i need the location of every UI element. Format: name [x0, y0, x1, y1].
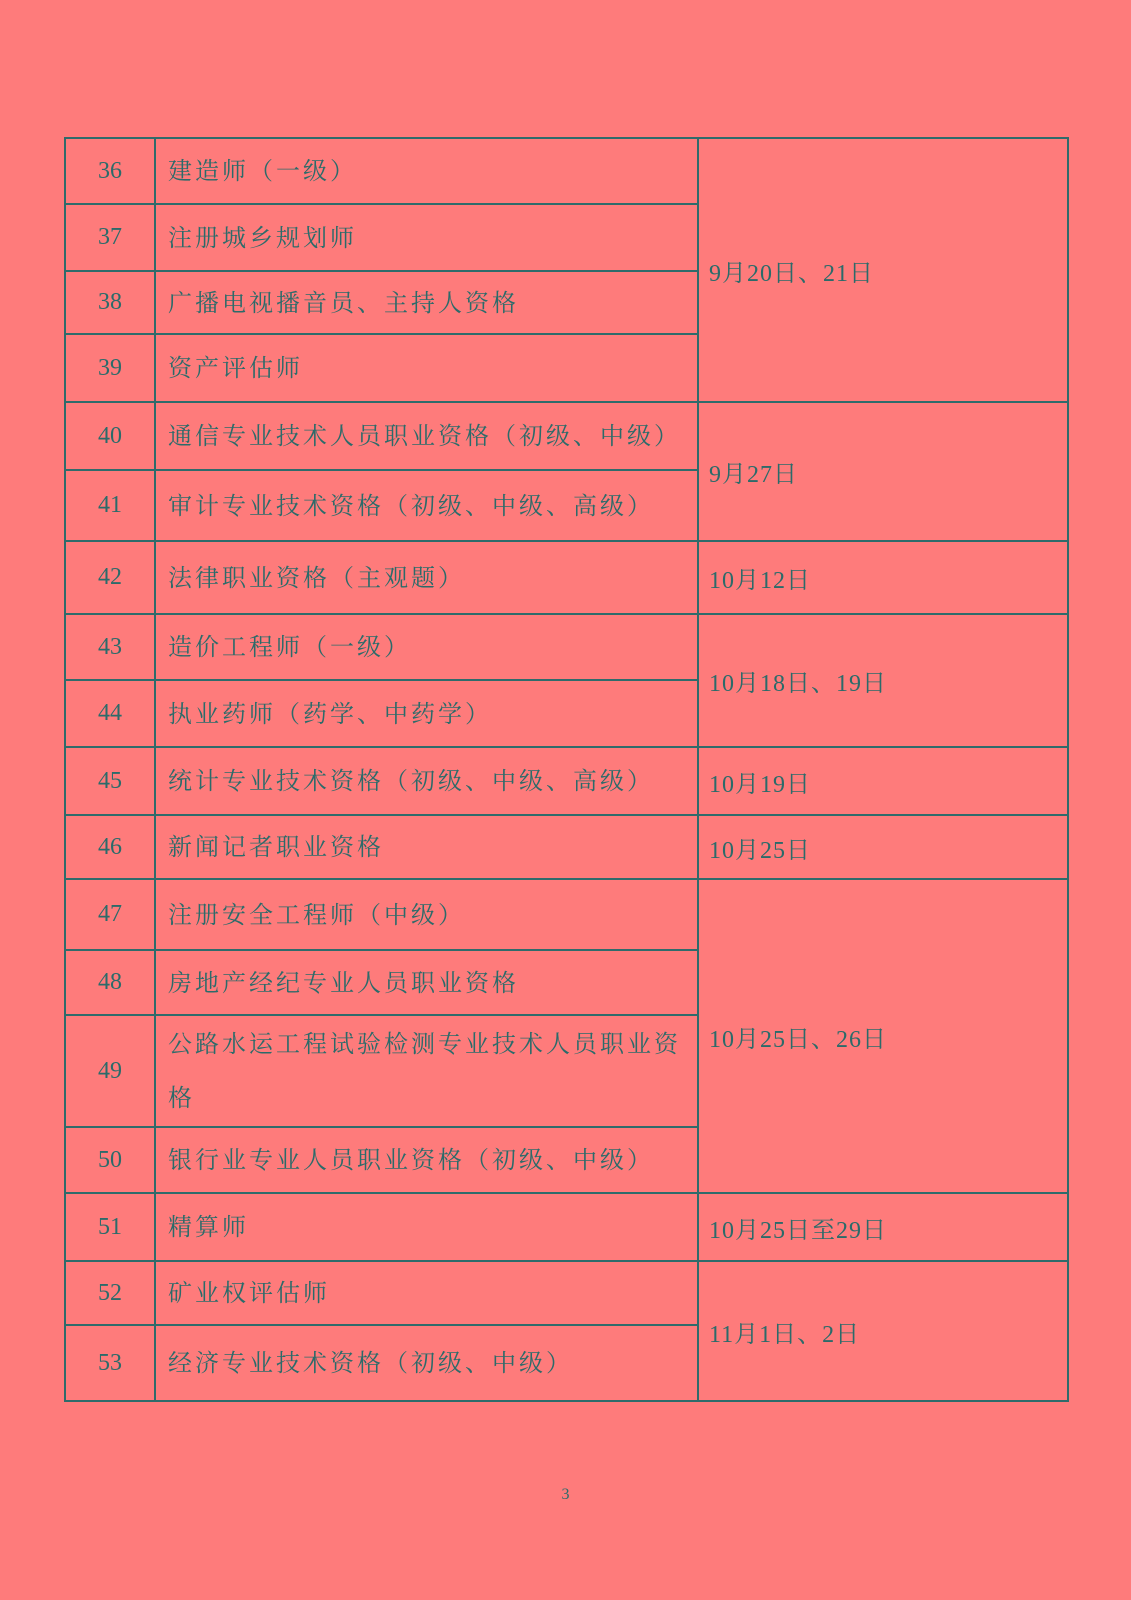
table-row	[65, 614, 1068, 680]
row-number: 46	[65, 815, 155, 879]
page-number: 3	[561, 1486, 570, 1503]
exam-name: 广播电视播音员、主持人资格	[155, 271, 698, 334]
row-number: 49	[65, 1015, 155, 1127]
row-number: 50	[65, 1127, 155, 1193]
row-number: 43	[65, 614, 155, 680]
row-number: 41	[65, 470, 155, 541]
table-row	[65, 402, 1068, 470]
row-number: 51	[65, 1193, 155, 1261]
exam-name: 房地产经纪专业人员职业资格	[155, 950, 698, 1015]
row-number: 42	[65, 541, 155, 614]
exam-date: 10月18日、19日	[698, 614, 1068, 747]
exam-name: 建造师（一级）	[155, 138, 698, 204]
exam-name: 统计专业技术资格（初级、中级、高级）	[155, 747, 698, 815]
exam-date: 9月20日、21日	[698, 138, 1068, 402]
exam-date: 11月1日、2日	[698, 1261, 1068, 1401]
exam-name: 银行业专业人员职业资格（初级、中级）	[155, 1127, 698, 1193]
exam-name: 注册安全工程师（中级）	[155, 879, 698, 950]
row-number: 48	[65, 950, 155, 1015]
row-number: 37	[65, 204, 155, 271]
table-row	[65, 541, 1068, 614]
row-number: 52	[65, 1261, 155, 1325]
table-row	[65, 747, 1068, 815]
exam-name: 法律职业资格（主观题）	[155, 541, 698, 614]
row-number: 38	[65, 271, 155, 334]
exam-date: 10月25日至29日	[698, 1193, 1068, 1261]
exam-schedule-table	[64, 137, 1069, 1402]
exam-name: 精算师	[155, 1193, 698, 1261]
row-number: 44	[65, 680, 155, 747]
row-number: 36	[65, 138, 155, 204]
row-number: 45	[65, 747, 155, 815]
row-number: 47	[65, 879, 155, 950]
exam-date: 9月27日	[698, 402, 1068, 541]
table-row	[65, 138, 1068, 204]
exam-name: 资产评估师	[155, 334, 698, 402]
exam-date: 10月25日	[698, 815, 1068, 879]
exam-name: 通信专业技术人员职业资格（初级、中级）	[155, 402, 698, 470]
exam-date: 10月19日	[698, 747, 1068, 815]
table-row	[65, 1193, 1068, 1261]
row-number: 40	[65, 402, 155, 470]
exam-date: 10月25日、26日	[698, 879, 1068, 1193]
row-number: 39	[65, 334, 155, 402]
exam-date: 10月12日	[698, 541, 1068, 614]
row-number: 53	[65, 1325, 155, 1401]
exam-name: 注册城乡规划师	[155, 204, 698, 271]
exam-name: 矿业权评估师	[155, 1261, 698, 1325]
exam-name: 经济专业技术资格（初级、中级）	[155, 1325, 698, 1401]
exam-name: 审计专业技术资格（初级、中级、高级）	[155, 470, 698, 541]
exam-name: 新闻记者职业资格	[155, 815, 698, 879]
exam-name: 公路水运工程试验检测专业技术人员职业资格	[155, 1015, 698, 1127]
table-row	[65, 815, 1068, 879]
exam-name: 造价工程师（一级）	[155, 614, 698, 680]
table-row	[65, 879, 1068, 950]
table-row	[65, 1261, 1068, 1325]
exam-name: 执业药师（药学、中药学）	[155, 680, 698, 747]
